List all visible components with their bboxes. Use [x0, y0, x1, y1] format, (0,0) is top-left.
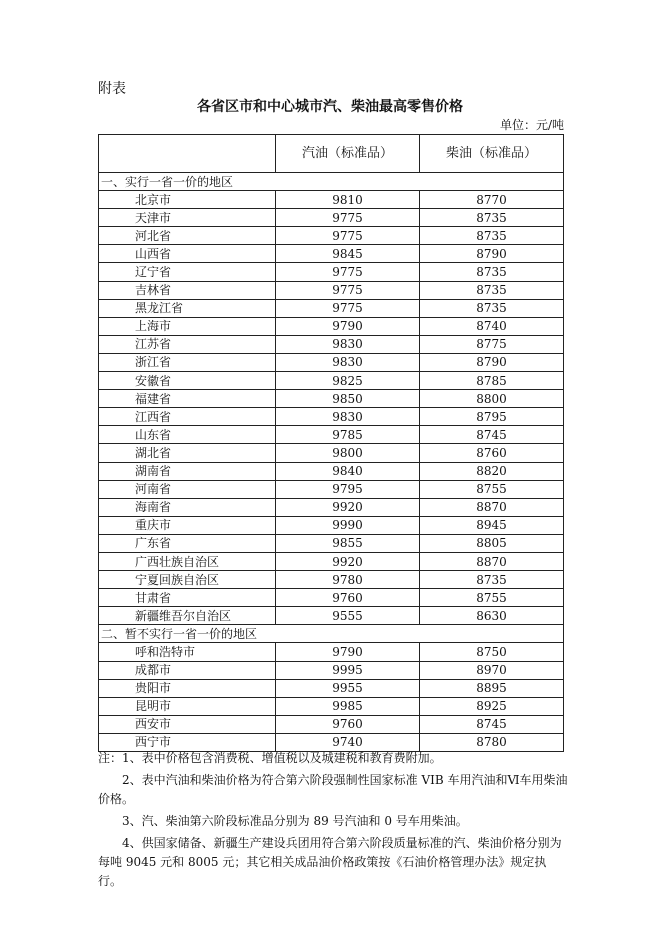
region-name: 北京市 [99, 191, 276, 209]
table-row [99, 715, 564, 733]
diesel-price: 8870 [420, 552, 564, 570]
diesel-price: 8630 [420, 607, 564, 625]
region-name: 甘肃省 [99, 589, 276, 607]
table-header-row [99, 135, 564, 173]
diesel-price: 8750 [420, 643, 564, 661]
table-row [99, 462, 564, 480]
diesel-price: 8790 [420, 353, 564, 371]
table-row [99, 607, 564, 625]
table-row [99, 408, 564, 426]
table-row [99, 227, 564, 245]
header-gasoline: 汽油（标准品） [276, 135, 420, 173]
diesel-price: 8745 [420, 426, 564, 444]
gasoline-price: 9775 [276, 299, 420, 317]
gasoline-price: 9775 [276, 227, 420, 245]
table-row [99, 191, 564, 209]
diesel-price: 8735 [420, 299, 564, 317]
gasoline-price: 9780 [276, 571, 420, 589]
diesel-price: 8800 [420, 390, 564, 408]
gasoline-price: 9775 [276, 263, 420, 281]
diesel-price: 8925 [420, 697, 564, 715]
region-name: 河北省 [99, 227, 276, 245]
gasoline-price: 9850 [276, 390, 420, 408]
region-name: 河南省 [99, 480, 276, 498]
diesel-price: 8770 [420, 191, 564, 209]
region-name: 浙江省 [99, 353, 276, 371]
gasoline-price: 9760 [276, 715, 420, 733]
region-name: 广西壮族自治区 [99, 552, 276, 570]
region-name: 福建省 [99, 390, 276, 408]
gasoline-price: 9760 [276, 589, 420, 607]
note-3: 3、汽、柴油第六阶段标准品分别为 89 号汽油和 0 号车用柴油。 [122, 814, 468, 828]
table-row [99, 679, 564, 697]
region-name: 呼和浩特市 [99, 643, 276, 661]
gasoline-price: 9790 [276, 643, 420, 661]
table-row [99, 353, 564, 371]
gasoline-price: 9555 [276, 607, 420, 625]
gasoline-price: 9800 [276, 444, 420, 462]
region-name: 上海市 [99, 317, 276, 335]
table-row [99, 571, 564, 589]
table-row [99, 498, 564, 516]
gasoline-price: 9985 [276, 697, 420, 715]
diesel-price: 8775 [420, 335, 564, 353]
gasoline-price: 9810 [276, 191, 420, 209]
table-row [99, 299, 564, 317]
section-row [99, 173, 564, 191]
region-name: 辽宁省 [99, 263, 276, 281]
gasoline-price: 9830 [276, 335, 420, 353]
diesel-price: 8755 [420, 589, 564, 607]
gasoline-price: 9955 [276, 679, 420, 697]
gasoline-price: 9920 [276, 552, 420, 570]
diesel-price: 8970 [420, 661, 564, 679]
page-title: 各省区市和中心城市汽、柴油最高零售价格 [197, 99, 463, 115]
section-row [99, 625, 564, 643]
diesel-price: 8755 [420, 480, 564, 498]
region-name: 江苏省 [99, 335, 276, 353]
table-row [99, 643, 564, 661]
table-row [99, 426, 564, 444]
gasoline-price: 9855 [276, 534, 420, 552]
region-name: 山西省 [99, 245, 276, 263]
table-row [99, 317, 564, 335]
region-name: 成都市 [99, 661, 276, 679]
table-row [99, 516, 564, 534]
gasoline-price: 9845 [276, 245, 420, 263]
region-name: 西安市 [99, 715, 276, 733]
table-row [99, 589, 564, 607]
region-name: 黑龙江省 [99, 299, 276, 317]
diesel-price: 8780 [420, 733, 564, 751]
diesel-price: 8735 [420, 263, 564, 281]
gasoline-price: 9990 [276, 516, 420, 534]
region-name: 安徽省 [99, 372, 276, 390]
unit-label: 单位：元/吨 [499, 118, 564, 132]
region-name: 吉林省 [99, 281, 276, 299]
region-name: 湖北省 [99, 444, 276, 462]
diesel-price: 8735 [420, 571, 564, 589]
region-name: 重庆市 [99, 516, 276, 534]
gasoline-price: 9825 [276, 372, 420, 390]
diesel-price: 8735 [420, 281, 564, 299]
table-row [99, 661, 564, 679]
diesel-price: 8790 [420, 245, 564, 263]
table-row [99, 372, 564, 390]
diesel-price: 8785 [420, 372, 564, 390]
gasoline-price: 9830 [276, 353, 420, 371]
region-name: 天津市 [99, 209, 276, 227]
table-row [99, 209, 564, 227]
gasoline-price: 9830 [276, 408, 420, 426]
table-row [99, 697, 564, 715]
diesel-price: 8795 [420, 408, 564, 426]
region-name: 昆明市 [99, 697, 276, 715]
diesel-price: 8735 [420, 227, 564, 245]
table-row [99, 263, 564, 281]
gasoline-price: 9795 [276, 480, 420, 498]
region-name: 贵阳市 [99, 679, 276, 697]
diesel-price: 8895 [420, 679, 564, 697]
region-name: 宁夏回族自治区 [99, 571, 276, 589]
table-row [99, 534, 564, 552]
gasoline-price: 9790 [276, 317, 420, 335]
diesel-price: 8740 [420, 317, 564, 335]
price-table [98, 134, 564, 752]
table-row [99, 444, 564, 462]
header-blank-cell [99, 135, 276, 173]
header-diesel: 柴油（标准品） [420, 135, 564, 173]
diesel-price: 8820 [420, 462, 564, 480]
region-name: 新疆维吾尔自治区 [99, 607, 276, 625]
table-row [99, 552, 564, 570]
diesel-price: 8945 [420, 516, 564, 534]
gasoline-price: 9775 [276, 209, 420, 227]
gasoline-price: 9995 [276, 661, 420, 679]
gasoline-price: 9920 [276, 498, 420, 516]
region-name: 山东省 [99, 426, 276, 444]
region-name: 江西省 [99, 408, 276, 426]
section-label: 一、实行一省一价的地区 [99, 173, 564, 191]
note-4: 4、供国家储备、新疆生产建设兵团用符合第六阶段质量标准的汽、柴油价格分别为每吨 9045 元和 8005 元；其它相关成品油价格政策按《石油价格管理办法》规定执行。 [98, 836, 562, 888]
appendix-label: 附表 [98, 81, 126, 97]
diesel-price: 8870 [420, 498, 564, 516]
diesel-price: 8805 [420, 534, 564, 552]
gasoline-price: 9785 [276, 426, 420, 444]
gasoline-price: 9775 [276, 281, 420, 299]
region-name: 西宁市 [99, 733, 276, 751]
region-name: 海南省 [99, 498, 276, 516]
table-row [99, 335, 564, 353]
gasoline-price: 9740 [276, 733, 420, 751]
section-label: 二、暂不实行一省一价的地区 [99, 625, 564, 643]
diesel-price: 8745 [420, 715, 564, 733]
table-row [99, 245, 564, 263]
table-row [99, 281, 564, 299]
note-2: 2、表中汽油和柴油价格为符合第六阶段强制性国家标准 VIB 车用汽油和Ⅵ车用柴油价格。 [98, 773, 568, 806]
notes-block [98, 749, 568, 894]
region-name: 湖南省 [99, 462, 276, 480]
diesel-price: 8735 [420, 209, 564, 227]
gasoline-price: 9840 [276, 462, 420, 480]
region-name: 广东省 [99, 534, 276, 552]
table-row [99, 390, 564, 408]
diesel-price: 8760 [420, 444, 564, 462]
note-1: 注：1、表中价格包含消费税、增值税以及城建税和教育费附加。 [98, 751, 442, 765]
table-row [99, 480, 564, 498]
